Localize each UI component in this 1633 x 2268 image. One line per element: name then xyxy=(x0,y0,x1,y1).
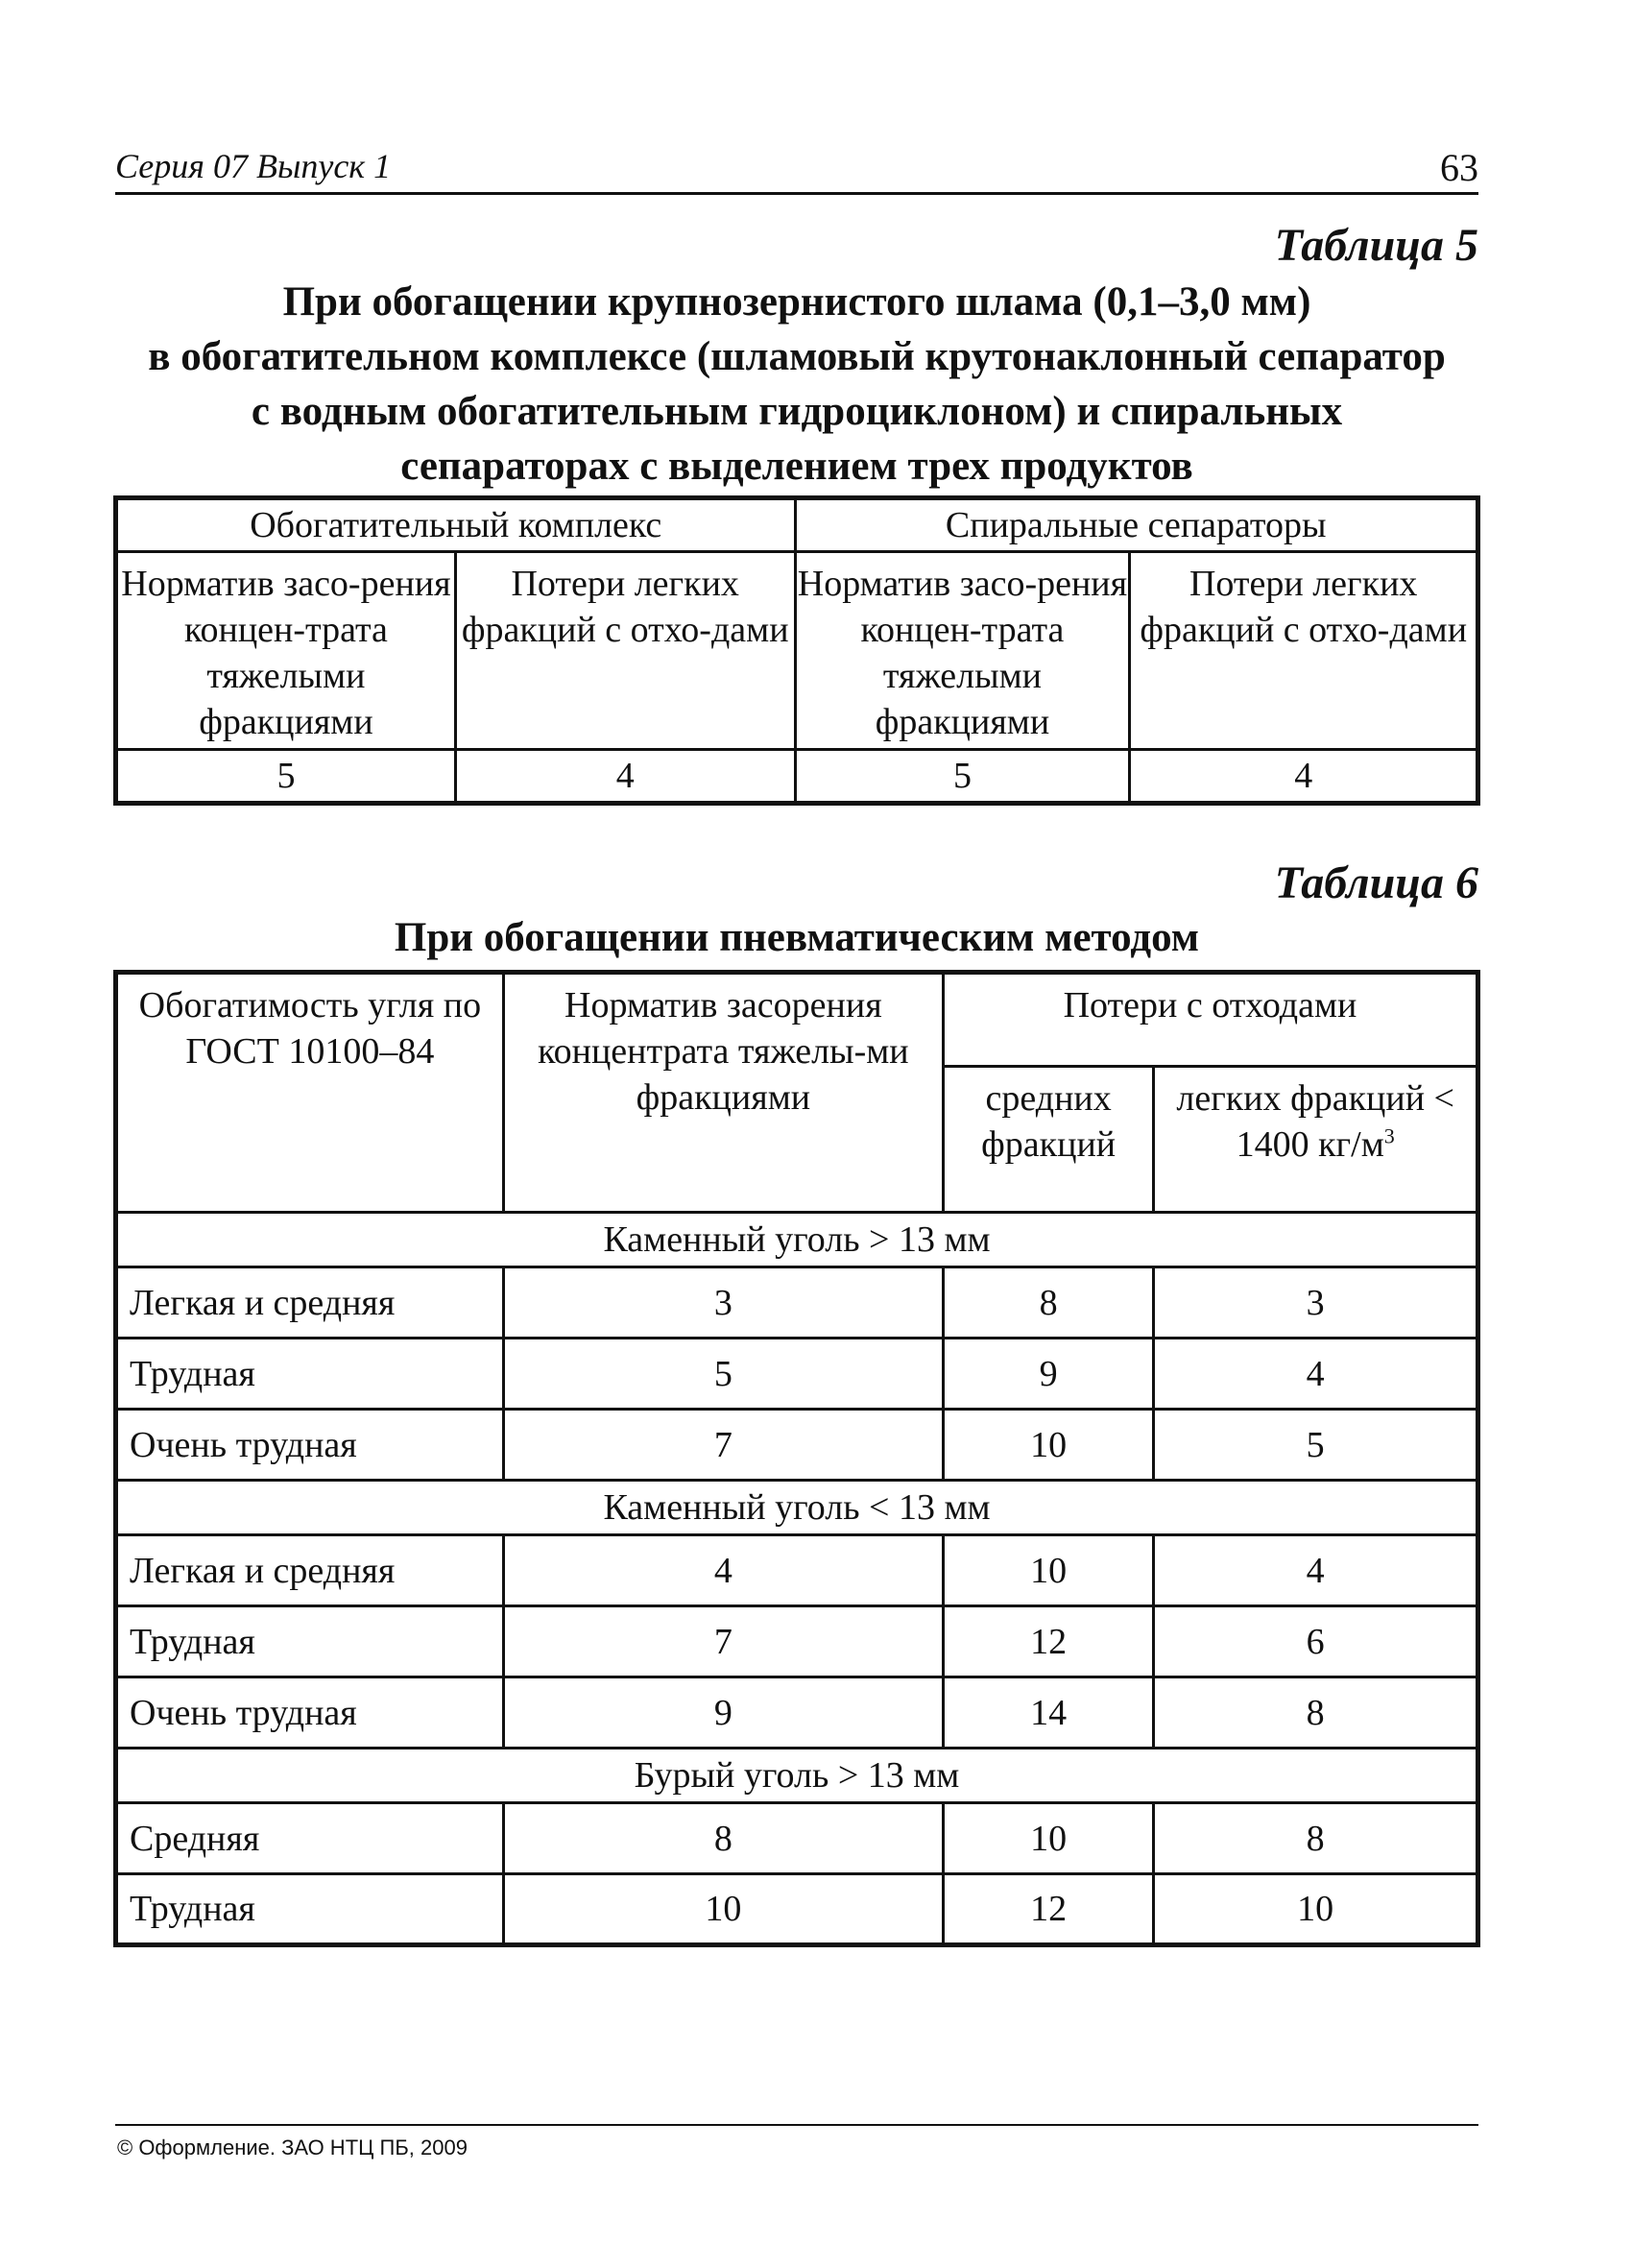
row-coal-type: Очень трудная xyxy=(116,1410,504,1481)
table6-header-light-text: легких фракций < 1400 кг/м xyxy=(1176,1078,1454,1165)
table-row xyxy=(116,1410,1478,1481)
page-number: 63 xyxy=(1440,146,1478,189)
table-row xyxy=(116,1535,1478,1606)
table6-group-title: Каменный уголь > 13 мм xyxy=(116,1213,1478,1267)
table6-title: При обогащении пневматическим методом xyxy=(394,915,1200,960)
row-light-loss: 5 xyxy=(1154,1410,1478,1481)
table6-group-row xyxy=(116,1481,1478,1535)
row-coal-type: Трудная xyxy=(116,1874,504,1945)
table5-sub-header: Норматив засо-рения концен-трата тяжелыми фракциями xyxy=(795,552,1130,750)
row-medium-loss: 14 xyxy=(943,1677,1153,1749)
table5-title-line: в обогатительном комплексе (шламовый крутонаклонный сепаратор xyxy=(148,334,1446,379)
row-coal-type: Очень трудная xyxy=(116,1677,504,1749)
table6-label: Таблица 6 xyxy=(1274,857,1478,908)
row-light-loss: 3 xyxy=(1154,1267,1478,1339)
table-row xyxy=(116,1267,1478,1339)
row-norm-value: 7 xyxy=(503,1410,943,1481)
table6-header-medium: средних фракций xyxy=(943,1067,1153,1213)
row-medium-loss: 10 xyxy=(943,1803,1153,1874)
table6-header-losses: Потери с отходами xyxy=(943,973,1477,1067)
row-norm-value: 5 xyxy=(503,1339,943,1410)
row-norm-value: 9 xyxy=(503,1677,943,1749)
row-norm-value: 7 xyxy=(503,1606,943,1677)
table5-title-line: с водным обогатительным гидроциклоном) и спиральных xyxy=(251,389,1343,434)
series-label: Серия 07 Выпуск 1 xyxy=(115,147,392,185)
table5-group-header: Обогатительный комплекс xyxy=(116,498,796,552)
row-coal-type: Трудная xyxy=(116,1606,504,1677)
row-medium-loss: 10 xyxy=(943,1535,1153,1606)
row-medium-loss: 8 xyxy=(943,1267,1153,1339)
row-norm-value: 8 xyxy=(503,1803,943,1874)
row-medium-loss: 12 xyxy=(943,1874,1153,1945)
table6-body xyxy=(116,1213,1478,1945)
table6 xyxy=(113,970,1480,1947)
row-medium-loss: 10 xyxy=(943,1410,1153,1481)
row-light-loss: 4 xyxy=(1154,1339,1478,1410)
table6-header-norm: Норматив засорения концентрата тяжелы-ми фракциями xyxy=(503,973,943,1213)
table5-title-line: сепараторах с выделением трех продуктов xyxy=(400,444,1193,489)
table6-group-title: Бурый уголь > 13 мм xyxy=(116,1749,1478,1803)
table-row xyxy=(116,1606,1478,1677)
table5-value: 4 xyxy=(1130,750,1478,804)
table5-sub-header: Норматив засо-рения концен-трата тяжелыми фракциями xyxy=(116,552,456,750)
table6-group-row xyxy=(116,1749,1478,1803)
table5-value: 5 xyxy=(116,750,456,804)
table6-group-title: Каменный уголь < 13 мм xyxy=(116,1481,1478,1535)
table5-title-line: При обогащении крупнозернистого шлама (0,1–3,0 мм) xyxy=(282,279,1311,325)
row-light-loss: 4 xyxy=(1154,1535,1478,1606)
table-row xyxy=(116,1874,1478,1945)
row-coal-type: Легкая и средняя xyxy=(116,1267,504,1339)
table5-title xyxy=(96,275,1498,494)
row-light-loss: 8 xyxy=(1154,1677,1478,1749)
row-coal-type: Легкая и средняя xyxy=(116,1535,504,1606)
table5-sub-header: Потери легких фракций с отхо-дами xyxy=(1130,552,1478,750)
table5-value: 5 xyxy=(795,750,1130,804)
table5-group-header: Спиральные сепараторы xyxy=(795,498,1478,552)
table6-header-light xyxy=(1154,1067,1478,1213)
row-coal-type: Трудная xyxy=(116,1339,504,1410)
row-light-loss: 6 xyxy=(1154,1606,1478,1677)
row-medium-loss: 9 xyxy=(943,1339,1153,1410)
table5 xyxy=(113,495,1480,806)
row-medium-loss: 12 xyxy=(943,1606,1153,1677)
row-light-loss: 8 xyxy=(1154,1803,1478,1874)
table-row xyxy=(116,1339,1478,1410)
table6-header-coal: Обогатимость угля по ГОСТ 10100–84 xyxy=(116,973,504,1213)
footer-copyright: © Оформление. ЗАО НТЦ ПБ, 2009 xyxy=(117,2135,468,2159)
table5-label: Таблица 5 xyxy=(1274,220,1478,271)
table5-sub-header: Потери легких фракций с отхо-дами xyxy=(455,552,795,750)
table6-header-light-sup: 3 xyxy=(1383,1123,1395,1148)
table5-value: 4 xyxy=(455,750,795,804)
table-row xyxy=(116,1677,1478,1749)
page-header xyxy=(115,144,1478,195)
row-norm-value: 10 xyxy=(503,1874,943,1945)
row-norm-value: 4 xyxy=(503,1535,943,1606)
footer-divider xyxy=(115,2124,1478,2126)
row-norm-value: 3 xyxy=(503,1267,943,1339)
table6-group-row xyxy=(116,1213,1478,1267)
row-coal-type: Средняя xyxy=(116,1803,504,1874)
table-row xyxy=(116,1803,1478,1874)
row-light-loss: 10 xyxy=(1154,1874,1478,1945)
